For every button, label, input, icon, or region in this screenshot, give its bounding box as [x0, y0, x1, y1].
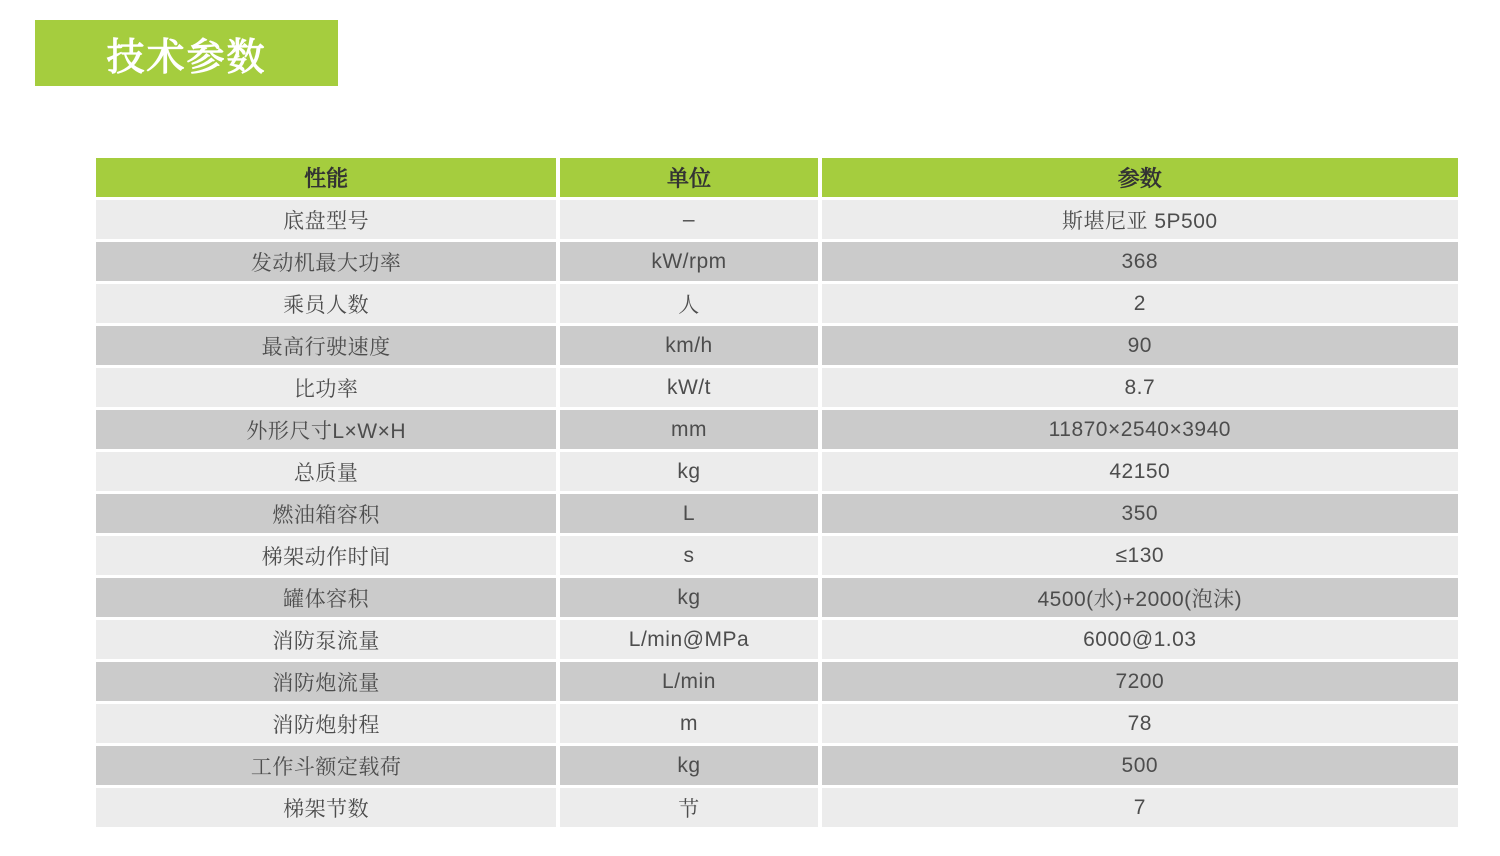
table-row: [96, 410, 1458, 449]
value-cell: 78: [822, 704, 1458, 743]
value-cell: 42150: [822, 452, 1458, 491]
param-name-cell: 工作斗额定载荷: [96, 746, 556, 785]
value-cell: 7: [822, 788, 1458, 827]
unit-cell: 人: [560, 284, 817, 323]
value-cell: 350: [822, 494, 1458, 533]
value-cell: 500: [822, 746, 1458, 785]
table-row: [96, 578, 1458, 617]
unit-cell: mm: [560, 410, 817, 449]
value-cell: 11870×2540×3940: [822, 410, 1458, 449]
table-row: [96, 620, 1458, 659]
param-name-cell: 消防炮射程: [96, 704, 556, 743]
param-name-cell: 梯架动作时间: [96, 536, 556, 575]
table-row: [96, 326, 1458, 365]
table-header-row: [96, 158, 1458, 197]
table-row: [96, 788, 1458, 827]
param-name-cell: 罐体容积: [96, 578, 556, 617]
unit-cell: m: [560, 704, 817, 743]
unit-cell: L: [560, 494, 817, 533]
unit-cell: –: [560, 200, 817, 239]
value-cell: 斯堪尼亚 5P500: [822, 200, 1458, 239]
value-cell: 368: [822, 242, 1458, 281]
table-row: [96, 452, 1458, 491]
param-name-cell: 燃油箱容积: [96, 494, 556, 533]
param-name-cell: 发动机最大功率: [96, 242, 556, 281]
table-row: [96, 284, 1458, 323]
table-row: [96, 704, 1458, 743]
unit-cell: km/h: [560, 326, 817, 365]
param-name-cell: 梯架节数: [96, 788, 556, 827]
param-name-cell: 最高行驶速度: [96, 326, 556, 365]
unit-cell: kW/rpm: [560, 242, 817, 281]
unit-cell: 节: [560, 788, 817, 827]
param-name-cell: 总质量: [96, 452, 556, 491]
table-row: [96, 200, 1458, 239]
param-name-cell: 比功率: [96, 368, 556, 407]
page-title: 技术参数: [106, 36, 267, 79]
table-row: [96, 662, 1458, 701]
unit-cell: L/min: [560, 662, 817, 701]
param-name-cell: 底盘型号: [96, 200, 556, 239]
table-row: [96, 494, 1458, 533]
column-header-parameter: 参数: [822, 158, 1458, 197]
unit-cell: kg: [560, 578, 817, 617]
param-name-cell: 乘员人数: [96, 284, 556, 323]
table-row: [96, 536, 1458, 575]
unit-cell: kW/t: [560, 368, 817, 407]
column-header-unit: 单位: [560, 158, 817, 197]
technical-parameters-table: [92, 155, 1462, 830]
table-row: [96, 746, 1458, 785]
unit-cell: kg: [560, 452, 817, 491]
param-name-cell: 消防炮流量: [96, 662, 556, 701]
param-name-cell: 消防泵流量: [96, 620, 556, 659]
unit-cell: kg: [560, 746, 817, 785]
value-cell: 4500(水)+2000(泡沫): [822, 578, 1458, 617]
table-row: [96, 368, 1458, 407]
value-cell: 8.7: [822, 368, 1458, 407]
value-cell: 7200: [822, 662, 1458, 701]
page-title-badge: [35, 20, 338, 86]
column-header-performance: 性能: [96, 158, 556, 197]
unit-cell: s: [560, 536, 817, 575]
value-cell: ≤130: [822, 536, 1458, 575]
value-cell: 2: [822, 284, 1458, 323]
value-cell: 90: [822, 326, 1458, 365]
unit-cell: L/min@MPa: [560, 620, 817, 659]
value-cell: 6000@1.03: [822, 620, 1458, 659]
param-name-cell: 外形尺寸L×W×H: [96, 410, 556, 449]
table-row: [96, 242, 1458, 281]
